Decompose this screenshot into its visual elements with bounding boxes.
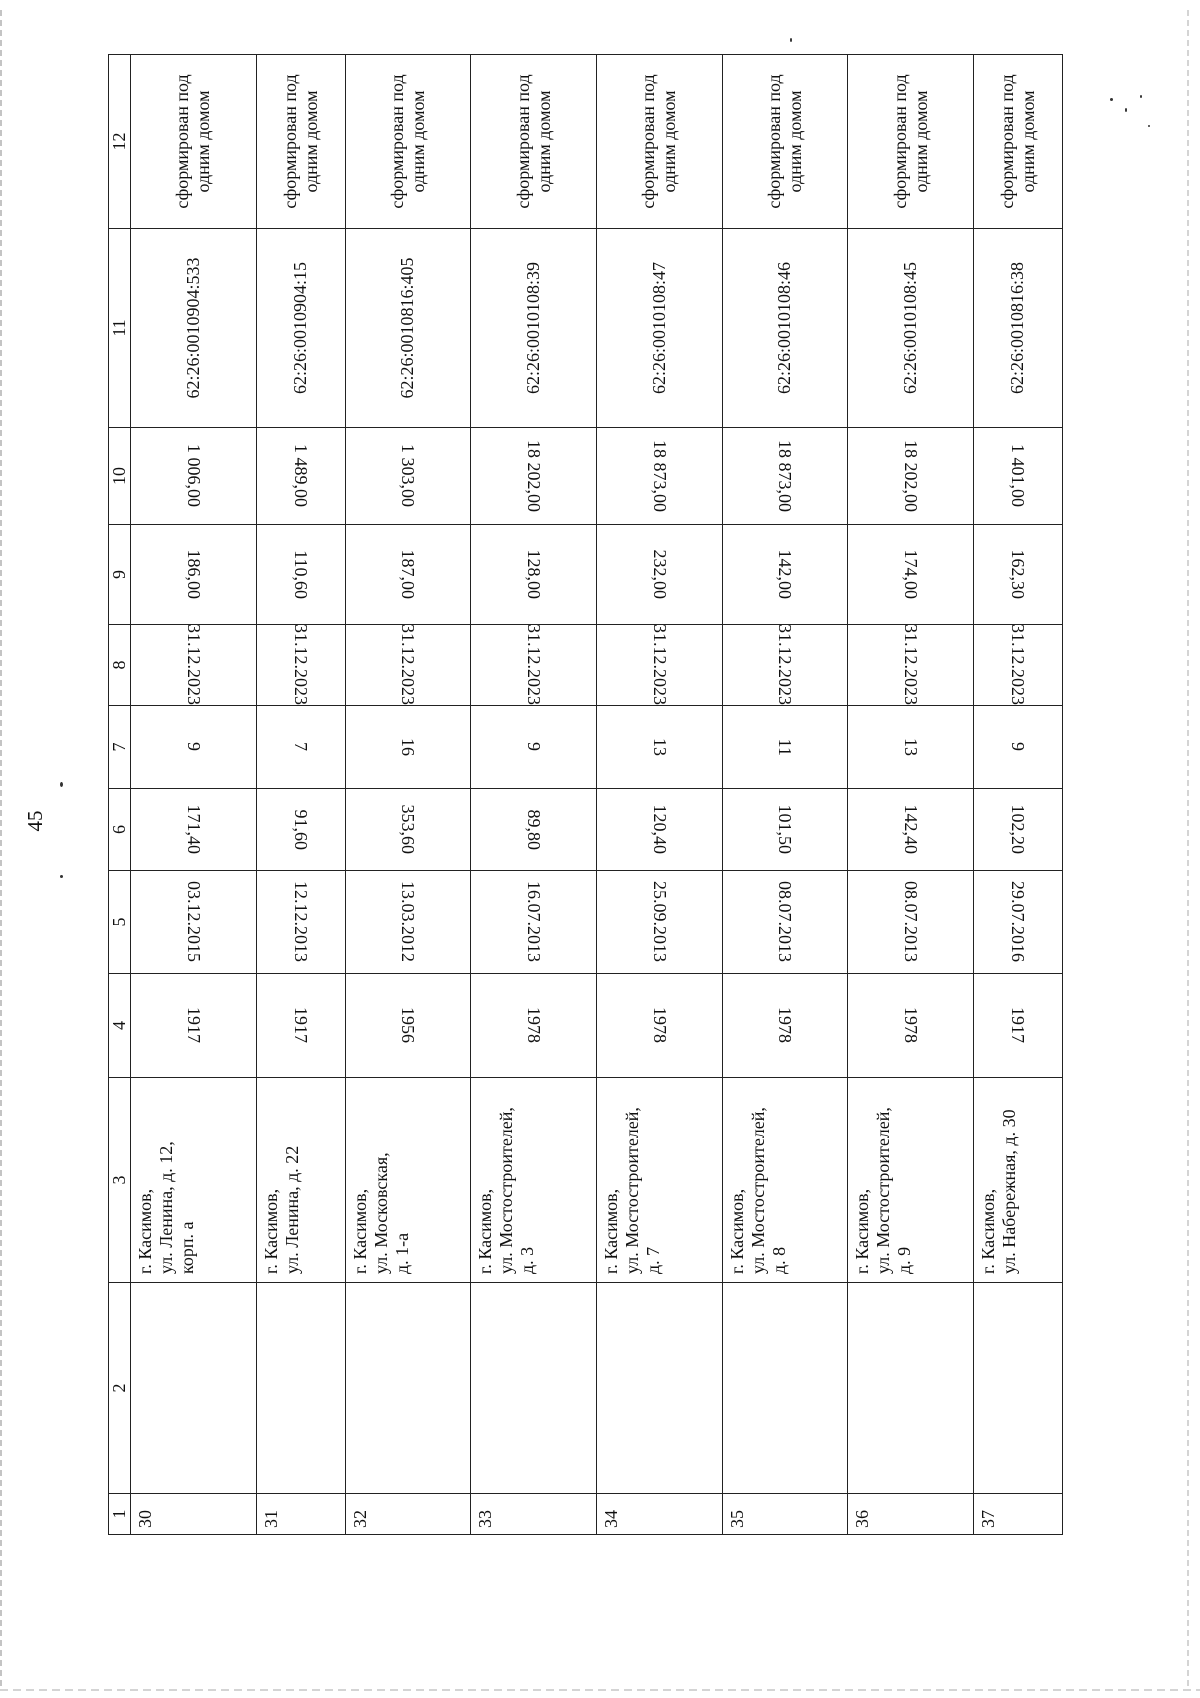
area-cell — [596, 789, 722, 871]
address-cell — [722, 1078, 848, 1283]
column-number: 7 — [109, 706, 131, 789]
apartments-cell — [596, 706, 722, 789]
plot-status-line: одним домом — [407, 90, 428, 193]
plot-area-value: 142,00 — [775, 549, 796, 600]
row-number-cell — [131, 1494, 257, 1535]
date-cell — [256, 871, 345, 974]
table-row — [256, 55, 345, 1535]
plot-status-line: одним домом — [910, 90, 931, 193]
area-value: 353,60 — [398, 804, 419, 855]
address-line: г. Касимов, — [726, 1188, 747, 1274]
cadastral-number-cell — [596, 229, 722, 428]
address-line: г. Касимов, — [349, 1188, 370, 1274]
address-line: д. 7 — [642, 1246, 663, 1274]
plot-number-cell — [848, 1283, 974, 1494]
date-cell — [848, 871, 974, 974]
plot-area-cell — [471, 525, 597, 625]
area-value: 89,80 — [524, 809, 545, 850]
address-line: ул. Московская, — [370, 1152, 391, 1274]
apartments-cell — [256, 706, 345, 789]
area-value: 101,50 — [775, 804, 796, 855]
cadastral-area-value: 1 006,00 — [183, 444, 204, 508]
address-cell — [596, 1078, 722, 1283]
address-cell — [131, 1078, 257, 1283]
apartments-cell — [973, 706, 1062, 789]
cadastral-area-value: 18 202,00 — [901, 440, 922, 512]
column-number: 6 — [109, 789, 131, 871]
plot-status-line: сформирован под — [638, 74, 659, 209]
date-value: 08.07.2013 — [901, 881, 922, 963]
plot-number-cell — [131, 1283, 257, 1494]
apartments-cell — [848, 706, 974, 789]
column-number: 5 — [109, 871, 131, 974]
apartments-value: 7 — [291, 742, 312, 752]
plot-area-cell — [345, 525, 471, 625]
apartments-cell — [471, 706, 597, 789]
cadastral-number-value: 62:26:0010108:46 — [774, 262, 795, 395]
row-number-cell — [345, 1494, 471, 1535]
cadastral-area-cell — [596, 428, 722, 525]
build-year-value: 1978 — [775, 1007, 796, 1044]
deadline-cell — [256, 625, 345, 706]
address-cell — [345, 1078, 471, 1283]
plot-area-value: 162,30 — [1008, 549, 1029, 600]
cadastral-number-cell — [131, 229, 257, 428]
plot-status-cell — [848, 55, 974, 229]
scan-speck — [1140, 95, 1142, 98]
table-row — [596, 55, 722, 1535]
build-year-cell — [596, 974, 722, 1078]
address-line: ул. Мостостроителей, — [873, 1107, 894, 1274]
address-line: г. Касимов, — [475, 1188, 496, 1274]
table-row — [722, 55, 848, 1535]
cadastral-area-value: 18 873,00 — [649, 440, 670, 512]
plot-number-cell — [596, 1283, 722, 1494]
cadastral-number-value: 62:26:0010904:533 — [182, 257, 203, 399]
build-year-value: 1978 — [901, 1007, 922, 1044]
plot-number-cell — [973, 1283, 1062, 1494]
cadastral-number-value: 62:26:0010108:47 — [648, 262, 669, 395]
scan-speck — [1125, 108, 1127, 112]
address-line: д. 9 — [894, 1246, 915, 1274]
deadline-cell — [345, 625, 471, 706]
area-cell — [256, 789, 345, 871]
scan-speck — [1110, 98, 1113, 101]
plot-status-line: одним домом — [300, 90, 321, 193]
address-line: г. Касимов, — [852, 1188, 873, 1274]
column-number: 2 — [109, 1283, 131, 1494]
address-line: г. Касимов, — [135, 1188, 155, 1274]
cadastral-area-value: 1 489,00 — [291, 444, 312, 508]
area-value: 142,40 — [901, 804, 922, 855]
plot-status-cell — [256, 55, 345, 229]
apartments-value: 13 — [649, 738, 670, 756]
date-value: 12.12.2013 — [291, 881, 312, 963]
area-cell — [345, 789, 471, 871]
address-line: ул. Мостостроителей, — [496, 1107, 517, 1274]
plot-status-line: одним домом — [533, 90, 554, 193]
date-cell — [722, 871, 848, 974]
apartments-value: 16 — [398, 738, 419, 756]
build-year-value: 1978 — [649, 1007, 670, 1044]
row-number-cell — [848, 1494, 974, 1535]
land-plots-table — [108, 55, 1063, 1535]
address-line: д. 1-а — [391, 1232, 412, 1274]
address-line: ул. Набережная, д. 30 — [998, 1109, 1019, 1274]
area-cell — [722, 789, 848, 871]
area-cell — [131, 789, 257, 871]
plot-area-value: 186,00 — [183, 549, 204, 600]
page-number: 45 — [23, 810, 47, 832]
cadastral-number-cell — [345, 229, 471, 428]
date-value: 25.09.2013 — [649, 881, 670, 963]
plot-status-line: сформирован под — [386, 74, 407, 209]
date-cell — [131, 871, 257, 974]
build-year-cell — [345, 974, 471, 1078]
plot-status-line: сформирован под — [889, 74, 910, 209]
plot-status-cell — [722, 55, 848, 229]
cadastral-number-value: 62:26:0010108:45 — [900, 262, 921, 395]
row-number-value: 30 — [135, 1510, 155, 1528]
plot-number-cell — [256, 1283, 345, 1494]
plot-area-value: 187,00 — [398, 549, 419, 600]
cadastral-area-value: 18 202,00 — [524, 440, 545, 512]
deadline-value: 31.12.2023 — [775, 624, 796, 705]
column-number: 1 — [109, 1494, 131, 1535]
row-number-value: 36 — [852, 1510, 873, 1528]
address-line: ул. Ленина, д. 22 — [281, 1145, 302, 1274]
row-number-value: 31 — [260, 1510, 281, 1528]
deadline-cell — [973, 625, 1062, 706]
date-value: 08.07.2013 — [775, 881, 796, 963]
cadastral-number-cell — [471, 229, 597, 428]
column-number: 8 — [109, 625, 131, 706]
column-number: 11 — [109, 229, 131, 428]
cadastral-number-cell — [848, 229, 974, 428]
column-number: 4 — [109, 974, 131, 1078]
plot-area-cell — [596, 525, 722, 625]
address-line: ул. Мостостроителей, — [621, 1107, 642, 1274]
area-value: 120,40 — [649, 804, 670, 855]
table-row — [345, 55, 471, 1535]
cadastral-number-value: 62:26:0010904:15 — [290, 262, 311, 395]
plot-number-cell — [471, 1283, 597, 1494]
plot-status-line: сформирован под — [512, 74, 533, 209]
address-line: ул. Мостостроителей, — [747, 1107, 768, 1274]
plot-status-cell — [345, 55, 471, 229]
column-number: 9 — [109, 525, 131, 625]
plot-area-value: 232,00 — [649, 549, 670, 600]
address-line: корп. а — [177, 1221, 197, 1274]
table-row — [471, 55, 597, 1535]
cadastral-number-value: 62:26:0010108:39 — [523, 262, 544, 395]
cadastral-area-cell — [722, 428, 848, 525]
address-cell — [973, 1078, 1062, 1283]
cadastral-area-value: 1 303,00 — [398, 444, 419, 508]
plot-status-line: одним домом — [784, 90, 805, 193]
plot-status-line: сформирован под — [279, 74, 300, 209]
apartments-value: 9 — [183, 742, 204, 752]
address-line: г. Касимов, — [600, 1188, 621, 1274]
plot-status-cell — [471, 55, 597, 229]
area-value: 91,60 — [291, 809, 312, 850]
cadastral-area-cell — [256, 428, 345, 525]
cadastral-area-value: 1 401,00 — [1008, 444, 1029, 508]
cadastral-area-cell — [973, 428, 1062, 525]
plot-area-cell — [973, 525, 1062, 625]
scan-speck — [60, 875, 63, 878]
area-value: 171,40 — [183, 804, 204, 855]
column-number: 3 — [109, 1078, 131, 1283]
plot-number-cell — [345, 1283, 471, 1494]
cadastral-area-value: 18 873,00 — [775, 440, 796, 512]
area-cell — [848, 789, 974, 871]
apartments-value: 9 — [524, 742, 545, 752]
cadastral-area-cell — [471, 428, 597, 525]
table-body — [131, 55, 1063, 1535]
apartments-value: 9 — [1008, 742, 1029, 752]
row-number-value: 32 — [349, 1510, 370, 1528]
area-cell — [973, 789, 1062, 871]
plot-status-line: одним домом — [1017, 90, 1038, 193]
plot-status-line: сформирован под — [172, 74, 193, 209]
date-cell — [471, 871, 597, 974]
scan-speck — [1148, 125, 1150, 127]
apartments-value: 13 — [901, 738, 922, 756]
plot-status-cell — [973, 55, 1062, 229]
build-year-value: 1978 — [524, 1007, 545, 1044]
build-year-value: 1917 — [291, 1007, 312, 1044]
table-row — [973, 55, 1062, 1535]
apartments-cell — [131, 706, 257, 789]
cadastral-number-cell — [722, 229, 848, 428]
build-year-cell — [722, 974, 848, 1078]
deadline-cell — [471, 625, 597, 706]
plot-status-line: сформирован под — [763, 74, 784, 209]
plot-area-value: 110,60 — [291, 550, 312, 599]
cadastral-number-value: 62:26:0010816:38 — [1007, 262, 1028, 395]
table-row — [131, 55, 257, 1535]
column-number-row — [109, 55, 131, 1535]
plot-number-cell — [722, 1283, 848, 1494]
plot-status-cell — [596, 55, 722, 229]
address-line: ул. Ленина, д. 12, — [156, 1141, 176, 1274]
apartments-cell — [722, 706, 848, 789]
deadline-cell — [596, 625, 722, 706]
plot-status-line: одним домом — [659, 90, 680, 193]
plot-area-cell — [722, 525, 848, 625]
deadline-value: 31.12.2023 — [398, 624, 419, 705]
deadline-cell — [722, 625, 848, 706]
apartments-value: 11 — [775, 738, 796, 756]
table-row — [848, 55, 974, 1535]
apartments-cell — [345, 706, 471, 789]
plot-area-cell — [256, 525, 345, 625]
build-year-cell — [848, 974, 974, 1078]
deadline-value: 31.12.2023 — [1008, 624, 1029, 705]
deadline-value: 31.12.2023 — [901, 624, 922, 705]
deadline-cell — [131, 625, 257, 706]
cadastral-area-cell — [848, 428, 974, 525]
column-number: 12 — [109, 55, 131, 229]
deadline-cell — [848, 625, 974, 706]
row-number-value: 33 — [475, 1510, 496, 1528]
deadline-value: 31.12.2023 — [183, 624, 204, 705]
date-cell — [345, 871, 471, 974]
build-year-cell — [471, 974, 597, 1078]
deadline-value: 31.12.2023 — [524, 624, 545, 705]
address-line: д. 3 — [517, 1246, 538, 1274]
row-number-cell — [596, 1494, 722, 1535]
row-number-value: 35 — [726, 1510, 747, 1528]
plot-area-cell — [131, 525, 257, 625]
cadastral-number-cell — [256, 229, 345, 428]
date-value: 29.07.2016 — [1008, 881, 1029, 963]
address-cell — [848, 1078, 974, 1283]
row-number-cell — [471, 1494, 597, 1535]
build-year-value: 1917 — [1008, 1007, 1029, 1044]
build-year-value: 1956 — [398, 1007, 419, 1044]
row-number-cell — [722, 1494, 848, 1535]
date-value: 16.07.2013 — [524, 881, 545, 963]
date-value: 13.03.2012 — [398, 881, 419, 963]
deadline-value: 31.12.2023 — [291, 624, 312, 705]
plot-area-value: 128,00 — [524, 549, 545, 600]
area-value: 102,20 — [1008, 804, 1029, 855]
address-line: г. Касимов, — [977, 1188, 998, 1274]
date-cell — [596, 871, 722, 974]
build-year-cell — [256, 974, 345, 1078]
deadline-value: 31.12.2023 — [649, 624, 670, 705]
address-line: д. 8 — [768, 1246, 789, 1274]
build-year-value: 1917 — [183, 1007, 204, 1044]
column-number: 10 — [109, 428, 131, 525]
address-cell — [471, 1078, 597, 1283]
row-number-cell — [256, 1494, 345, 1535]
cadastral-area-cell — [345, 428, 471, 525]
build-year-cell — [973, 974, 1062, 1078]
plot-area-value: 174,00 — [901, 549, 922, 600]
area-cell — [471, 789, 597, 871]
cadastral-number-value: 62:26:0010816:405 — [397, 257, 418, 399]
plot-status-line: одним домом — [193, 90, 214, 193]
build-year-cell — [131, 974, 257, 1078]
scan-speck — [60, 782, 63, 787]
address-line: г. Касимов, — [260, 1188, 281, 1274]
cadastral-area-cell — [131, 428, 257, 525]
address-cell — [256, 1078, 345, 1283]
date-value: 03.12.2015 — [183, 881, 204, 963]
plot-status-cell — [131, 55, 257, 229]
plot-area-cell — [848, 525, 974, 625]
row-number-value: 34 — [600, 1510, 621, 1528]
scan-speck — [790, 38, 792, 42]
row-number-cell — [973, 1494, 1062, 1535]
date-cell — [973, 871, 1062, 974]
row-number-value: 37 — [977, 1510, 998, 1528]
cadastral-number-cell — [973, 229, 1062, 428]
plot-status-line: сформирован под — [996, 74, 1017, 209]
